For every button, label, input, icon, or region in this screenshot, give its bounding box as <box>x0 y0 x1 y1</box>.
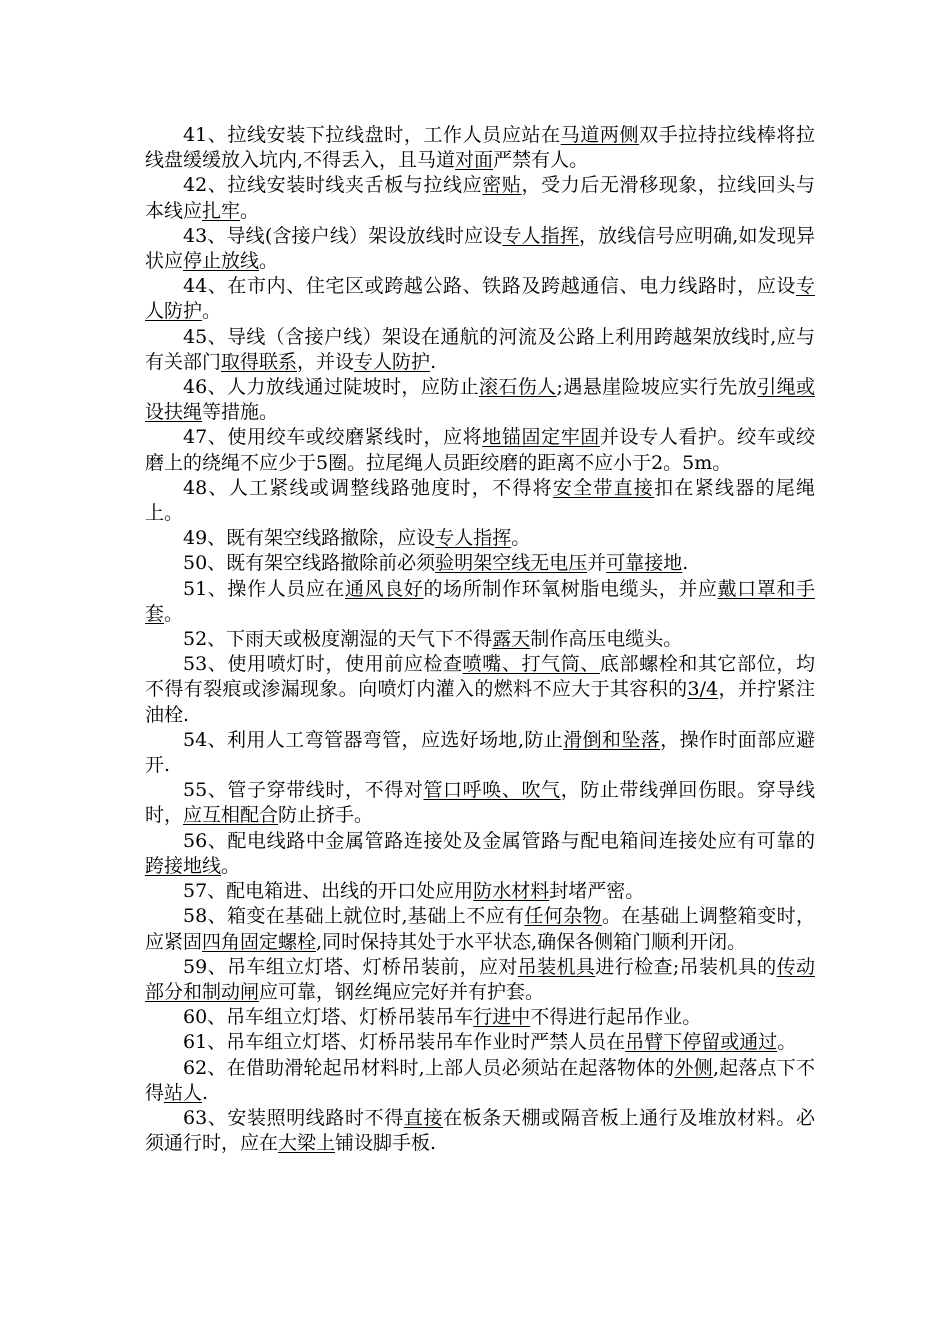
underlined-key-phrase: 引绳或设扶绳 <box>145 376 815 424</box>
item-text: ，并设 <box>297 350 355 373</box>
item-text: 61、吊车组立灯塔、灯桥吊装吊车作业时严禁人员在 <box>183 1031 626 1054</box>
numbered-item <box>145 1056 815 1106</box>
item-text: 46、人力放线通过陡坡时，应防止 <box>183 376 479 399</box>
underlined-key-phrase: 对面 <box>455 149 494 172</box>
underlined-key-phrase: 可靠接地 <box>606 552 683 575</box>
item-text: 铺设脚手板. <box>335 1132 437 1155</box>
underlined-key-phrase: 专人指挥 <box>502 224 579 247</box>
item-text: 62、在借助滑轮起吊材料时,上部人员必须站在起落物体的 <box>183 1056 675 1079</box>
item-text: 。 <box>221 854 241 877</box>
underlined-key-phrase: 滑倒和坠落 <box>563 728 661 751</box>
underlined-key-phrase: 验明架空线无电压 <box>435 552 588 575</box>
item-text: 58、箱变在基础上就位时,基础上不应有 <box>183 905 525 928</box>
item-text: 应可靠，钢丝绳应完好并有护套。 <box>259 980 545 1003</box>
underlined-key-phrase: 滚石伤人 <box>478 376 557 399</box>
item-text: ，放线信号应明确,如发现异状应 <box>145 224 815 273</box>
underlined-key-phrase: 马道两侧 <box>560 124 640 146</box>
underlined-key-phrase: 任何杂物 <box>524 905 602 928</box>
item-text: 。 <box>164 602 184 625</box>
numbered-item <box>145 476 815 526</box>
item-text: 53、使用喷灯时，使用前应检查 <box>183 653 463 676</box>
numbered-item <box>145 577 815 627</box>
item-text: 等措施。 <box>202 401 279 424</box>
item-text: 43、导线(含接户线）架设放线时应设 <box>183 224 503 247</box>
underlined-key-phrase: 戴口罩和手套 <box>145 577 815 625</box>
numbered-item <box>145 375 815 425</box>
underlined-key-phrase: 密贴 <box>482 174 522 197</box>
underlined-key-phrase: 安全带直接 <box>552 476 655 499</box>
underlined-key-phrase: 外侧 <box>674 1056 713 1079</box>
item-text: 并 <box>587 552 607 575</box>
underlined-key-phrase: 防水材料 <box>473 880 550 903</box>
underlined-key-phrase: 取得联系 <box>221 350 298 373</box>
underlined-key-phrase: 喷嘴、打气筒、 <box>462 653 600 676</box>
item-text: 41、拉线安装下拉线盘时，工作人员应站在 <box>183 124 561 146</box>
item-text: 双手拉持拉线棒将拉线盘缓缓放入坑内,不得丢入，且马道 <box>145 124 815 172</box>
numbered-item <box>145 173 815 223</box>
numbered-item <box>145 526 815 551</box>
item-text: 60、吊车组立灯塔、灯桥吊装吊车 <box>183 1006 474 1029</box>
underlined-key-phrase: 应互相配合 <box>183 804 279 827</box>
item-text: 49、既有架空线路撤除，应设 <box>183 527 436 550</box>
item-text: 44、在市内、住宅区或跨越公路、铁路及跨越通信、电力线路时，应设 <box>183 275 796 298</box>
item-text: 55、管子穿带线时，不得对 <box>183 779 424 802</box>
item-text: 57、配电箱进、出线的开口处应用 <box>183 880 474 903</box>
underlined-key-phrase: 吊臂下停留或通过 <box>625 1031 778 1054</box>
numbered-item <box>145 627 815 652</box>
underlined-key-phrase: 地锚固定牢固 <box>482 426 600 449</box>
numbered-item <box>145 652 815 728</box>
underlined-key-phrase: 传动部分和制动闸 <box>145 955 815 1003</box>
numbered-item <box>145 425 815 475</box>
underlined-key-phrase: 跨接地线 <box>145 854 222 877</box>
item-text: 的场所制作环氧树脂电缆头，并应 <box>423 577 718 600</box>
numbered-item <box>145 1005 815 1030</box>
item-text: 48、人工紧线或调整线路弛度时，不得将 <box>183 476 553 499</box>
numbered-item <box>145 955 815 1005</box>
item-text: 在板条天棚或隔音板上通行及堆放材料。必须通行时，应在 <box>145 1106 815 1155</box>
item-text: . <box>202 1081 209 1104</box>
item-text: 扣在紧线器的尾绳上。 <box>145 476 815 525</box>
item-text: 42、拉线安装时线夹舌板与拉线应 <box>183 174 483 197</box>
underlined-key-phrase: 四角固定螺栓 <box>202 930 317 953</box>
numbered-item <box>145 879 815 904</box>
item-text: ,同时保持其处于水平状态,确保各侧箱门顺利开闭。 <box>316 930 747 953</box>
underlined-key-phrase: 扎牢 <box>202 199 241 222</box>
underlined-key-phrase: 专人防护 <box>354 350 431 373</box>
underlined-key-phrase: 吊装机具 <box>517 955 596 978</box>
underlined-key-phrase: 专人指挥 <box>435 527 512 550</box>
underlined-key-phrase: 3/4 <box>687 678 719 701</box>
item-text: . <box>682 552 689 575</box>
item-text: 51、操作人员应在 <box>183 577 346 600</box>
item-text: . <box>430 350 437 373</box>
item-text: 底部螺栓和其它部位，均不得有裂痕或渗漏现象。向喷灯内灌入的燃料不应大于其容积的 <box>145 653 815 701</box>
document-body <box>145 123 815 1156</box>
item-text: 54、利用人工弯管器弯管，应选好场地,防止 <box>183 728 564 751</box>
numbered-item <box>145 274 815 324</box>
numbered-item <box>145 1106 815 1156</box>
item-text: 。 <box>240 199 260 222</box>
numbered-item <box>145 325 815 375</box>
item-text: 50、既有架空线路撤除前必须 <box>183 552 436 575</box>
numbered-item <box>145 904 815 954</box>
item-text: 59、吊车组立灯塔、灯桥吊装前，应对 <box>183 955 518 978</box>
item-text: 制作高压电缆头。 <box>530 628 683 651</box>
item-text: 47、使用绞车或绞磨紧线时，应将 <box>183 426 483 449</box>
numbered-item <box>145 829 815 879</box>
item-text: 52、下雨天或极度潮湿的天气下不得 <box>183 628 493 651</box>
underlined-key-phrase: 专人防护 <box>145 275 815 323</box>
item-text: ;遇悬崖险坡应实行先放 <box>556 376 758 399</box>
item-text: 防止挤手。 <box>278 804 374 827</box>
numbered-item <box>145 224 815 274</box>
item-text: 。 <box>511 527 531 550</box>
numbered-item <box>145 123 815 173</box>
item-text: 进行检查;吊装机具的 <box>595 955 777 978</box>
underlined-key-phrase: 大梁上 <box>278 1132 336 1155</box>
item-text: 并设专人看护。绞车或绞磨上的绕绳不应少于5圈。拉尾绳人员距绞磨的距离不应小于2。5m。 <box>145 426 815 474</box>
item-text: 不得进行起吊作业。 <box>530 1006 702 1029</box>
numbered-item <box>145 551 815 576</box>
item-text: ，防止带线弹回伤眼。穿导线时， <box>145 779 815 827</box>
underlined-key-phrase: 行进中 <box>473 1006 531 1029</box>
numbered-item <box>145 778 815 828</box>
underlined-key-phrase: 通风良好 <box>345 577 424 600</box>
underlined-key-phrase: 直接 <box>403 1106 444 1129</box>
numbered-item <box>145 728 815 778</box>
underlined-key-phrase: 露天 <box>492 628 531 651</box>
item-text: 。 <box>259 250 279 273</box>
item-text: ，并拧紧注油栓. <box>145 678 815 726</box>
underlined-key-phrase: 停止放线 <box>183 250 260 273</box>
item-text: 。 <box>777 1031 797 1054</box>
item-text: 63、安装照明线路时不得 <box>183 1106 404 1129</box>
item-text: 45、导线（含接户线）架设在通航的河流及公路上利用跨越架放线时,应与有关部门 <box>145 325 815 373</box>
item-text: 56、配电线路中金属管路连接处及金属管路与配电箱间连接处应有可靠的 <box>183 829 815 852</box>
item-text: 严禁有人。 <box>493 149 589 172</box>
underlined-key-phrase: 站人 <box>164 1081 203 1104</box>
item-text: ,起落点下不得 <box>145 1056 815 1104</box>
underlined-key-phrase: 管口呼唤、吹气 <box>423 779 561 802</box>
item-text: 。 <box>202 300 222 323</box>
item-text: 封堵严密。 <box>549 880 645 903</box>
item-text: ，受力后无滑移现象，拉线回头与本线应 <box>145 174 815 222</box>
item-text: 。在基础上调整箱变时，应紧固 <box>145 905 815 953</box>
numbered-item <box>145 1030 815 1055</box>
item-text: ，操作时面部应避开. <box>145 728 815 777</box>
